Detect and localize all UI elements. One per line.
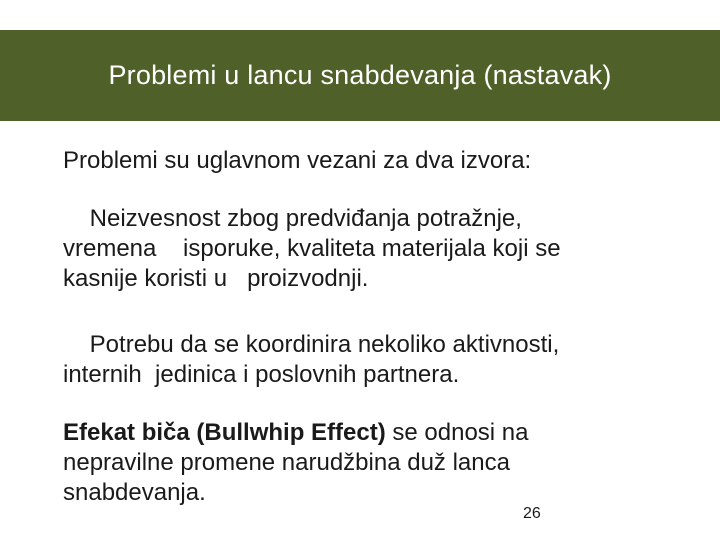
bullwhip-line-1 — [63, 418, 529, 448]
bullwhip-line-2: nepravilne promene narudžbina duž lanca — [63, 449, 510, 476]
point-uncertainty-line-3: kasnije koristi u proizvodnji. — [63, 265, 369, 292]
bullwhip-line-3: snabdevanja. — [63, 479, 206, 506]
page-number: 26 — [523, 505, 541, 522]
point-uncertainty — [63, 204, 561, 294]
point-uncertainty-line-2: vremena isporuke, kvaliteta materijala koji se — [63, 235, 561, 262]
bullwhip-term: Efekat biča (Bullwhip Effect) — [63, 419, 386, 446]
title-bar — [0, 30, 720, 121]
bullwhip-paragraph — [63, 418, 529, 508]
bullwhip-line-1-rest: se odnosi na — [385, 419, 529, 446]
slide-title: Problemi u lancu snabdevanja (nastavak) — [108, 60, 612, 90]
point-coordination-line-1: Potrebu da se koordinira nekoliko aktivnosti, — [63, 331, 560, 358]
point-coordination — [63, 330, 559, 390]
intro-text: Problemi su uglavnom vezani za dva izvora: — [63, 147, 532, 174]
intro-paragraph — [63, 146, 531, 176]
point-coordination-line-2: internih jedinica i poslovnih partnera. — [63, 361, 460, 388]
point-uncertainty-line-1: Neizvesnost zbog predviđanja potražnje, — [63, 205, 522, 232]
